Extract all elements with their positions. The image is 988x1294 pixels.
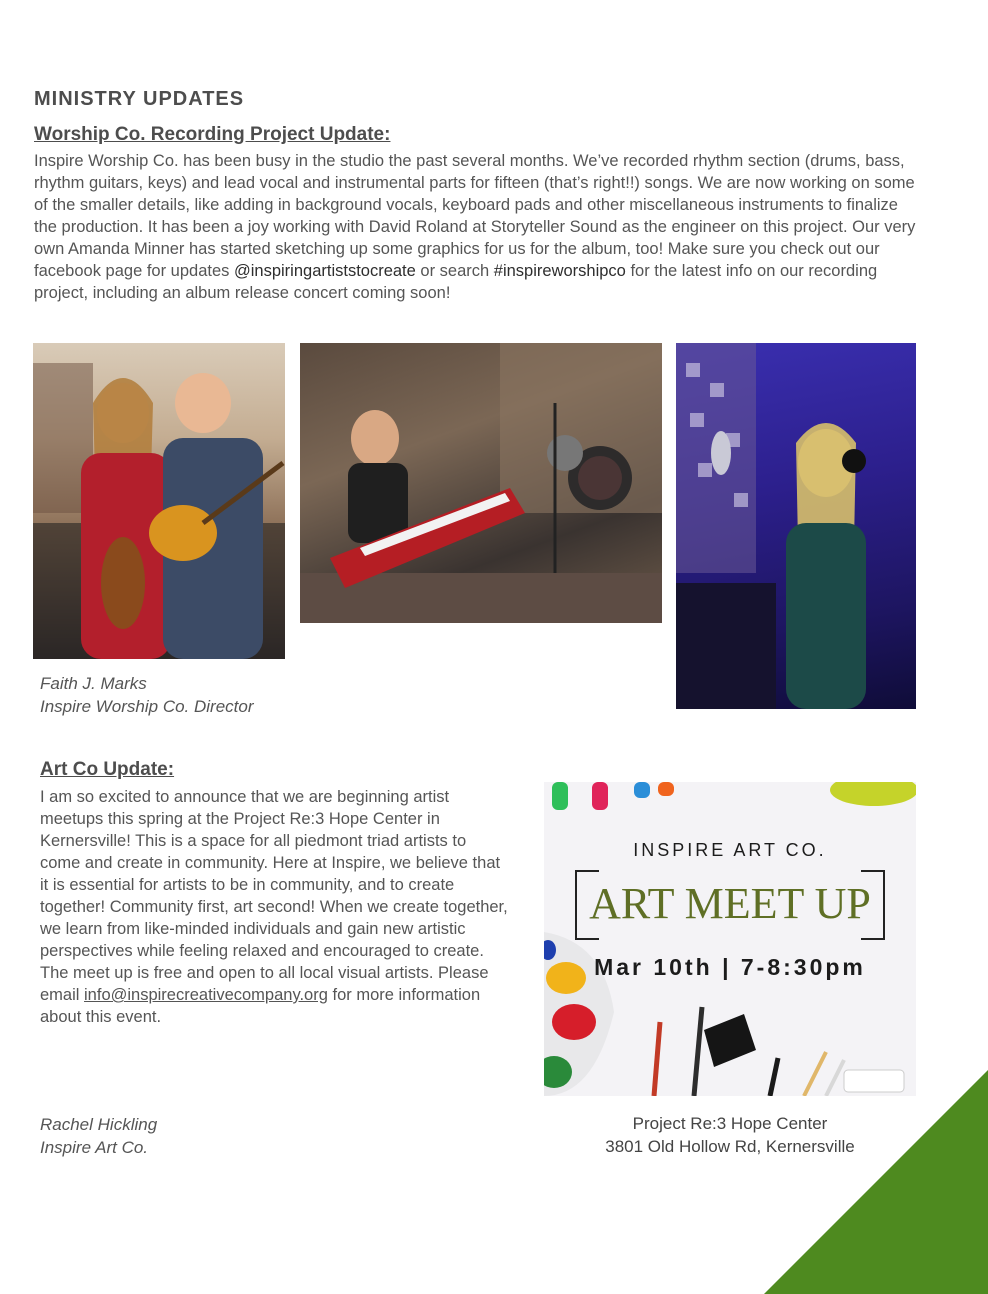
art-meetup-flyer: [544, 782, 916, 1096]
flyer-org: INSPIRE ART CO.: [633, 840, 827, 860]
facebook-handle: @inspiringartiststocreate: [234, 262, 416, 280]
worship-text-1: Inspire Worship Co. has been busy in the studio the past several months. We’ve recorded rhythm section (drums, bass, rhythm guitars, keys) and lead vocal and instrumental parts for fifteen (that’s right!!) songs. We are now working on some of the smaller details, like adding in background vocals, keyboard pads and other miscellaneous instruments to finalize the production. It has been a joy working with David Roland at Storyteller Sound as the engineer on this project. Our very own Amanda Minner has started sketching up some graphics for us for the album, too! Make sure you check out our facebook page for updates: [34, 152, 916, 280]
art-text-1: I am so excited to announce that we are beginning artist meetups this spring at the Project Re:3 Hope Center in Kernersville! This is a space for all piedmont triad artists to come and create in community. Here at Inspire, we believe that it is essential for artists to be in community, and to create together! Community first, art second! When we create together, we learn from like-minded individuals and gain new artistic perspectives while feeling relaxed and encouraged to create. The meet up is free and open to all local visual artists. Please email: [40, 788, 508, 1004]
art-signature-name: Rachel Hickling: [40, 1115, 158, 1134]
section-title: MINISTRY UPDATES: [34, 88, 245, 110]
worship-signature: [40, 672, 254, 718]
art-body: [40, 786, 510, 1028]
hashtag: #inspireworshipco: [493, 262, 626, 280]
green-corner-decoration: [764, 1070, 988, 1294]
worship-text-3: for the latest info on our recording project, including an album release concert coming soon!: [34, 262, 878, 302]
photo-vocalist-recording: [676, 343, 916, 709]
worship-signature-name: Faith J. Marks: [40, 674, 147, 693]
worship-text-2: or search: [415, 262, 494, 280]
photo-musicians-with-instruments: [33, 343, 285, 659]
art-signature-title: Inspire Art Co.: [40, 1138, 149, 1157]
worship-heading: Worship Co. Recording Project Update:: [34, 124, 391, 145]
venue-name: Project Re:3 Hope Center: [632, 1114, 828, 1133]
venue-address: 3801 Old Hollow Rd, Kernersville: [605, 1137, 855, 1156]
flyer-date: Mar 10th | 7-8:30pm: [594, 954, 866, 980]
flyer-event-title: ART MEET UP: [589, 879, 871, 928]
art-signature: [40, 1113, 157, 1159]
photo-studio-keyboard: [300, 343, 662, 623]
art-text-2: for more information about this event.: [40, 986, 481, 1026]
email-link[interactable]: info@inspirecreativecompany.org: [84, 986, 328, 1004]
worship-body: [34, 150, 924, 304]
worship-signature-title: Inspire Worship Co. Director: [40, 697, 254, 716]
art-heading: Art Co Update:: [40, 759, 175, 780]
